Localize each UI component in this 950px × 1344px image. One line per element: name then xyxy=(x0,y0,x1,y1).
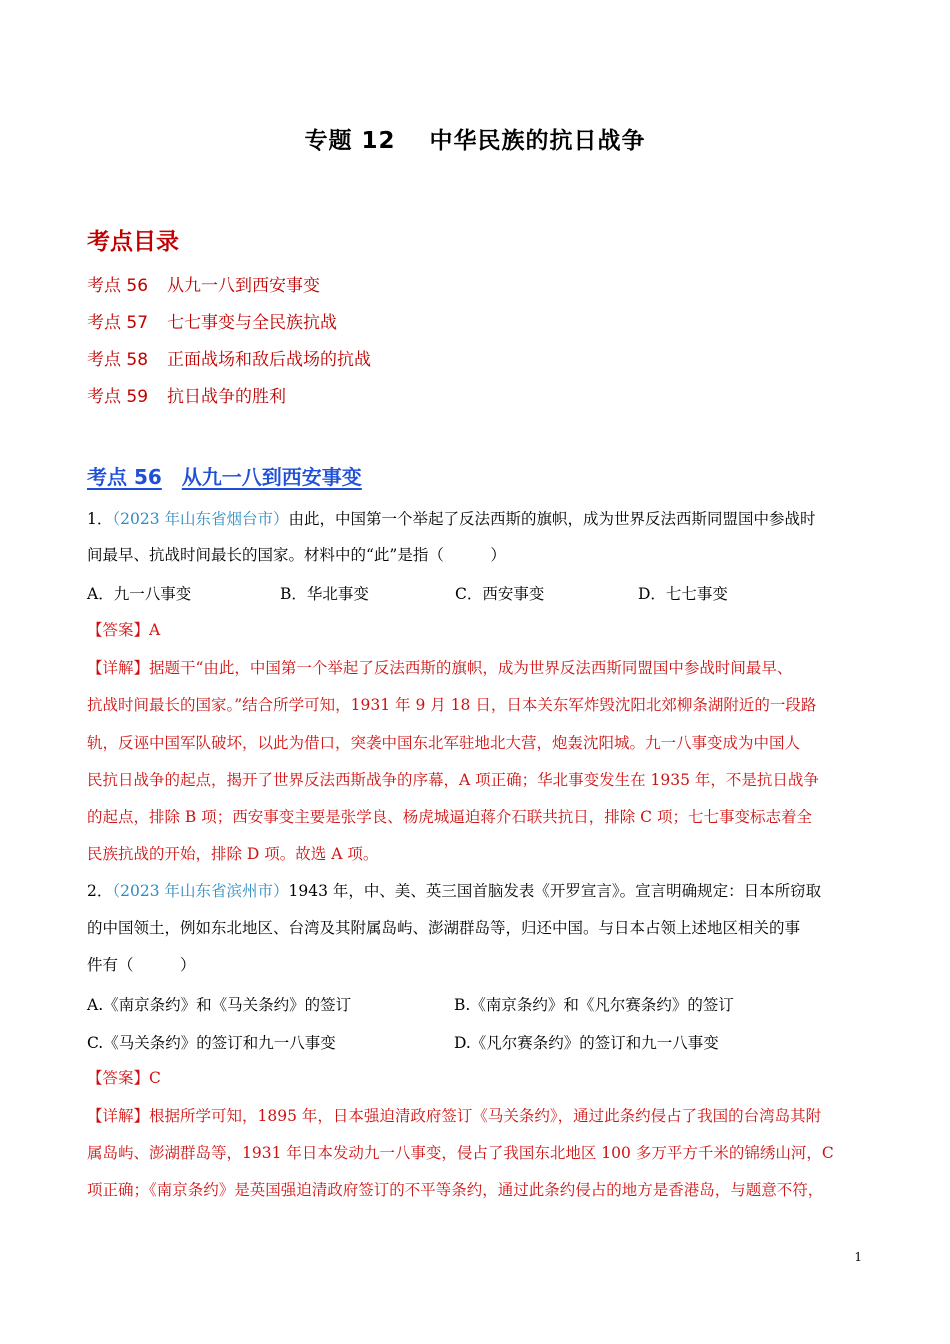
section-num: 考点 56 xyxy=(87,465,162,489)
question-2-line-3: 件有（ ） xyxy=(87,956,196,974)
section-heading[interactable] xyxy=(87,461,362,490)
toc-item-label: 七七事变与全民族抗战 xyxy=(167,313,337,333)
question-text: 由此，中国第一个举起了反法西斯的旗帜，成为世界反法西斯同盟国中参战时 xyxy=(288,510,816,528)
q2-detail-line: 项正确；《南京条约》是英国强迫清政府签订的不平等条约，通过此条约侵占的地方是香港岛，与题意不符， xyxy=(87,1181,824,1199)
page-number: 1 xyxy=(854,1250,862,1264)
question-2-line-2: 的中国领土，例如东北地区、台湾及其附属岛屿、澎湖群岛等，归还中国。与日本占领上述地区相关的事 xyxy=(87,919,801,937)
q1-detail-line: 【详解】据题干“由此，中国第一个举起了反法西斯的旗帜，成为世界反法西斯同盟国中参战时间最早、 xyxy=(87,659,793,677)
q2-option-d: D.《凡尔赛条约》的签订和九一八事变 xyxy=(454,1034,719,1052)
q1-detail-line: 的起点，排除 B 项；西安事变主要是张学良、杨虎城逼迫蒋介石联共抗日，排除 C 项；七七事变标志着全 xyxy=(87,808,812,826)
toc-item-num: 考点 59 xyxy=(87,387,149,407)
q1-option-b: B．华北事变 xyxy=(280,585,369,603)
toc-item-num: 考点 56 xyxy=(87,276,149,296)
question-number: 2． xyxy=(87,882,113,900)
q2-detail-line: 属岛屿、澎湖群岛等，1931 年日本发动九一八事变，侵占了我国东北地区 100 多万平方千米的锦绣山河，C xyxy=(87,1144,834,1162)
page-title xyxy=(0,122,950,155)
q1-detail-line: 民族抗战的开始，排除 D 项。故选 A 项。 xyxy=(87,845,379,863)
q2-option-b: B.《南京条约》和《凡尔赛条约》的签订 xyxy=(454,996,734,1014)
question-number: 1． xyxy=(87,510,113,528)
title-topic-number: 专题 12 xyxy=(304,128,396,154)
question-1-line-2: 间最早、抗战时间最长的国家。材料中的“此”是指（ ） xyxy=(87,546,506,564)
toc-item-label: 正面战场和敌后战场的抗战 xyxy=(167,350,371,370)
q1-option-a: A．九一八事变 xyxy=(87,585,192,603)
toc-heading: 考点目录 xyxy=(87,229,179,255)
toc-item-label: 从九一八到西安事变 xyxy=(167,276,320,296)
q1-option-d: D．七七事变 xyxy=(638,585,728,603)
question-text: 1943 年，中、美、英三国首脑发表《开罗宣言》。宣言明确规定：日本所窃取 xyxy=(288,882,822,900)
q1-detail-line: 轨，反诬中国军队破坏，以此为借口，突袭中国东北军驻地北大营，炮轰沈阳城。九一八事变成为中国人 xyxy=(87,734,801,752)
toc-item-label: 抗日战争的胜利 xyxy=(167,387,286,407)
question-1-line-1 xyxy=(87,509,865,529)
question-source: （2023 年山东省烟台市） xyxy=(112,510,289,528)
q2-answer: 【答案】C xyxy=(87,1069,161,1087)
toc-item-58[interactable] xyxy=(87,345,371,370)
toc-item-59[interactable] xyxy=(87,382,286,407)
question-source: （2023 年山东省滨州市） xyxy=(112,882,289,900)
q2-option-a: A.《南京条约》和《马关条约》的签订 xyxy=(87,996,352,1014)
q1-option-c: C．西安事变 xyxy=(455,585,545,603)
q2-option-c: C.《马关条约》的签订和九一八事变 xyxy=(87,1034,336,1052)
q1-answer: 【答案】A xyxy=(87,621,161,639)
section-label: 从九一八到西安事变 xyxy=(181,465,362,489)
title-topic-name: 中华民族的抗日战争 xyxy=(429,128,646,154)
toc-item-56[interactable] xyxy=(87,271,320,296)
toc-item-57[interactable] xyxy=(87,308,337,333)
q1-detail-line: 抗战时间最长的国家。”结合所学可知，1931 年 9 月 18 日，日本关东军炸毁沈阳北郊柳条湖附近的一段路 xyxy=(87,696,817,714)
toc-item-num: 考点 58 xyxy=(87,350,149,370)
q2-detail-line: 【详解】根据所学可知，1895 年，日本强迫清政府签订《马关条约》，通过此条约侵占了我国的台湾岛其附 xyxy=(87,1107,822,1125)
q1-detail-line: 民抗日战争的起点，揭开了世界反法西斯战争的序幕，A 项正确；华北事变发生在 1935 年，不是抗日战争 xyxy=(87,771,819,789)
toc-item-num: 考点 57 xyxy=(87,313,149,333)
question-2-line-1 xyxy=(87,881,865,901)
